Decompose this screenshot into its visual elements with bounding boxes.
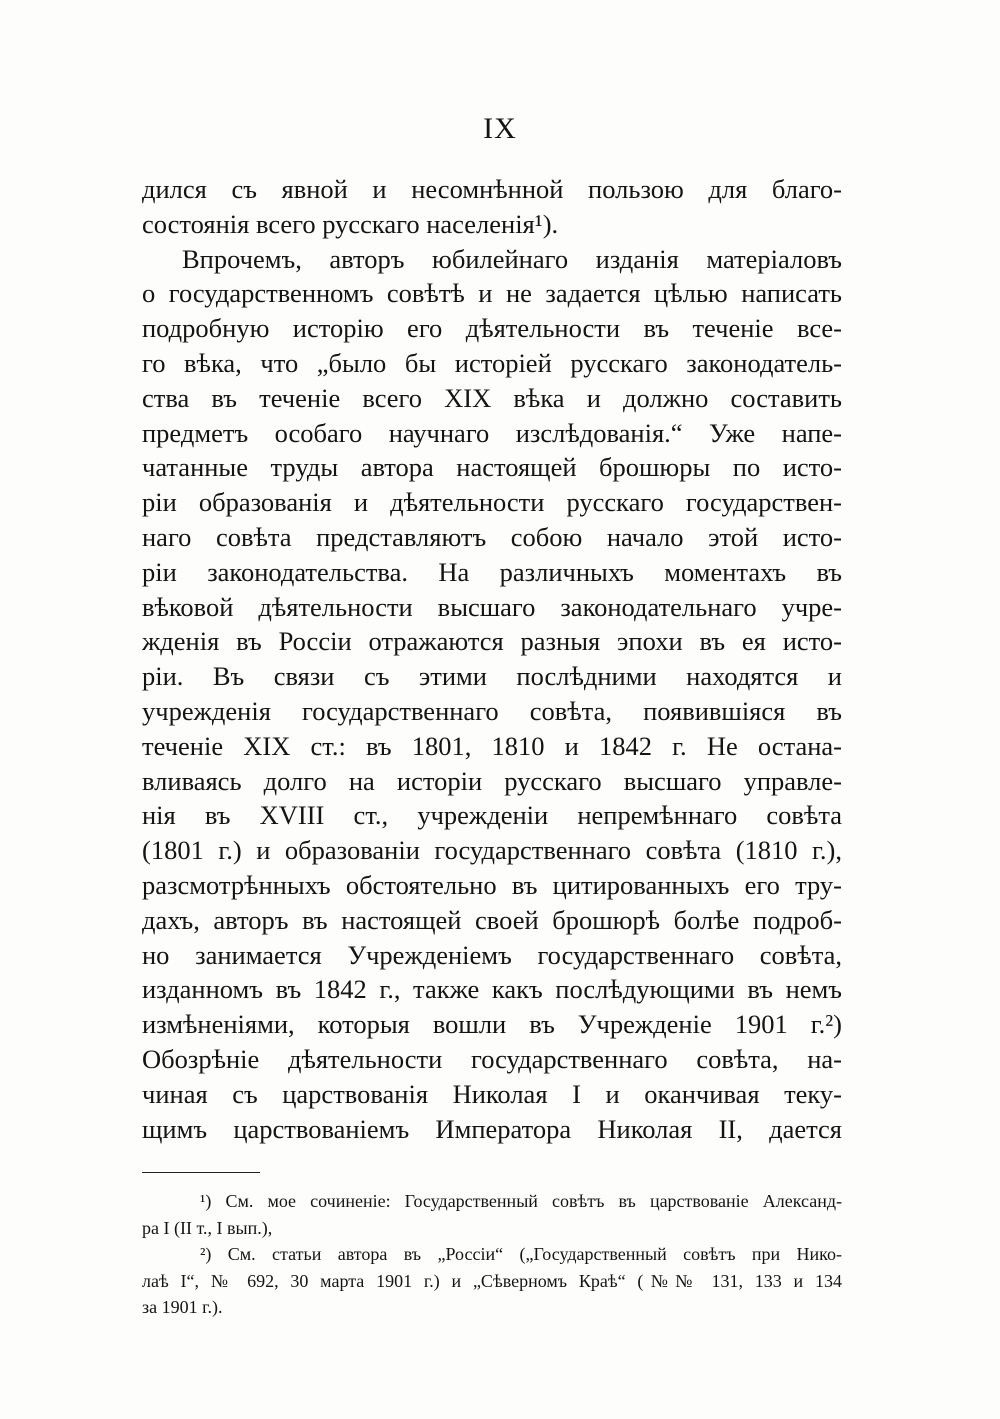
text-line: измѣненіями, которыя вошли въ Учрежденіе 1901 г.²) [142, 1009, 842, 1040]
footnote-line: ²) См. статьи автора въ „Россіи“ („Государственный совѣтъ при Нико- [200, 1244, 842, 1264]
text-line: ріи образованія и дѣятельности русскаго государствен- [142, 487, 842, 518]
text-line: но занимается Учрежденіемъ государственнаго совѣта, [142, 939, 842, 970]
text-line: чатанные труды автора настоящей брошюры по исто- [142, 452, 842, 483]
text-line: чиная съ царствованія Николая I и оканчивая теку- [142, 1078, 842, 1109]
text-line: го вѣка, что „было бы исторіей русскаго законодатель- [142, 347, 842, 378]
main-text [142, 172, 842, 1146]
text-line: дился съ явной и несомнѣнной пользою для благо- [142, 174, 842, 204]
text-line: нія въ XVIII ст., учрежденіи непремѣннаго совѣта [142, 800, 842, 831]
text-line: ріи законодательства. На различныхъ моментахъ въ [142, 556, 842, 587]
text-line: разсмотрѣнныхъ обстоятельно въ цитированныхъ его тру- [142, 869, 842, 900]
footnotes [142, 1188, 842, 1321]
text-line: теченіе XIX ст.: въ 1801, 1810 и 1842 г. Не остана- [142, 730, 842, 761]
footnote-line: ра I (II т., I вып.), [142, 1217, 273, 1238]
text-line: вливаясь долго на исторіи русскаго высшаго управле- [142, 765, 842, 796]
text-line: подробную исторію его дѣятельности въ теченіе все- [142, 313, 842, 344]
text-line: учрежденія государственнаго совѣта, появившіяся въ [142, 695, 842, 726]
text-line: наго совѣта представляютъ собою начало этой исто- [142, 521, 842, 552]
text-line: жденія въ Россіи отражаются разныя эпохи въ ея исто- [142, 626, 842, 657]
footnote-line: лаѣ I“, № 692, 30 марта 1901 г.) и „Сѣверномъ Краѣ“ (№№ 131, 133 и 134 [142, 1270, 842, 1291]
text-line: предметъ особаго научнаго изслѣдованія.“ Уже напе- [142, 417, 842, 448]
text-line: Обозрѣніе дѣятельности государственнаго совѣта, на- [142, 1043, 842, 1074]
page-number: IX [483, 112, 517, 145]
text-line: ріи. Въ связи съ этими послѣдними находятся и [142, 661, 842, 692]
text-line: щимъ царствованіемъ Императора Николая II, дается [142, 1113, 842, 1144]
text-line: о государственномъ совѣтѣ и не задается цѣлью написать [142, 278, 842, 309]
text-line: состоянія всего русскаго населенія¹). [142, 208, 559, 239]
text-line: вѣковой дѣятельности высшаго законодательнаго учре- [142, 591, 842, 622]
text-line: изданномъ въ 1842 г., также какъ послѣдующими въ немъ [142, 974, 842, 1005]
text-line: (1801 г.) и образованіи государственнаго совѣта (1810 г.), [142, 835, 842, 866]
text-line: ства въ теченіе всего XIX вѣка и должно составить [142, 382, 842, 413]
footnote-line: за 1901 г.). [142, 1297, 223, 1317]
footnote-divider [142, 1172, 260, 1173]
text-line: дахъ, авторъ въ настоящей своей брошюрѣ болѣе подроб- [142, 904, 842, 935]
footnote-line: ¹) См. мое сочиненіе: Государственный совѣтъ въ царствованіе Александ- [200, 1191, 842, 1211]
text-line: Впрочемъ, авторъ юбилейнаго изданія матеріаловъ [182, 243, 842, 274]
